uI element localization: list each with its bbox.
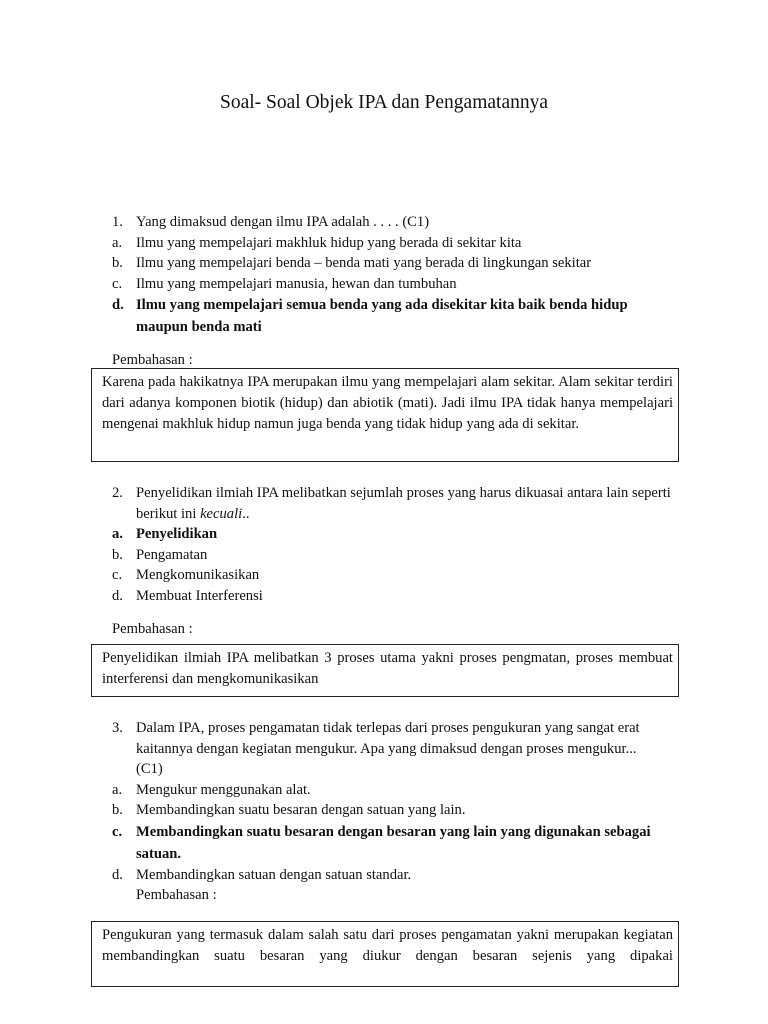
- option-d-correct: [112, 294, 672, 338]
- option-a: [112, 780, 672, 801]
- question-text-suffix: ..: [242, 505, 250, 522]
- option-text: Mengukur menggunakan alat.: [136, 781, 311, 798]
- question-stem: [112, 718, 672, 780]
- explanation-label-text: Pembahasan :: [136, 887, 217, 903]
- option-d: [112, 586, 672, 607]
- option-letter: d.: [112, 587, 123, 604]
- question-text: [136, 483, 672, 524]
- question-number: 3.: [112, 720, 123, 736]
- option-text: Membandingkan suatu besaran dengan satuan yang lain.: [136, 802, 466, 818]
- explanation-box: [91, 921, 679, 987]
- option-c-correct: [112, 821, 672, 865]
- option-letter: d.: [112, 866, 123, 883]
- page-title: Soal- Soal Objek IPA dan Pengamatannya: [219, 92, 549, 113]
- explanation-label: [112, 885, 672, 906]
- explanation-box: [91, 644, 679, 697]
- explanation-label: Pembahasan :: [112, 621, 193, 637]
- question-number: 2.: [112, 485, 123, 501]
- option-letter: c.: [112, 275, 123, 292]
- option-text: Ilmu yang mempelajari manusia, hewan dan tumbuhan: [136, 275, 457, 292]
- question-number: 1.: [112, 214, 123, 230]
- option-letter: a.: [112, 526, 123, 542]
- question-stem: [112, 483, 672, 524]
- option-text: Penyelidikan: [136, 526, 218, 542]
- option-b: [112, 800, 672, 821]
- option-letter: a.: [112, 781, 123, 798]
- explanation-box: [91, 368, 679, 462]
- question-text-main: Penyelidikan ilmiah IPA melibatkan sejumlah proses yang harus dikuasai antara lain seperti berikut ini: [136, 485, 671, 522]
- option-letter: a.: [112, 234, 123, 251]
- option-c: [112, 274, 672, 295]
- question-text: Dalam IPA, proses pengamatan tidak terlepas dari proses pengukuran yang sangat erat kaitannya dengan kegiatan mengukur. Apa yang dimaksud dengan proses mengukur... (C1): [136, 720, 640, 777]
- question-1: [112, 212, 672, 338]
- option-c: [112, 565, 672, 586]
- option-text: Membandingkan satuan dengan satuan standar.: [136, 866, 412, 883]
- option-text: Membuat Interferensi: [136, 587, 263, 604]
- option-letter: b.: [112, 546, 123, 563]
- option-a: [112, 233, 672, 254]
- question-2: [112, 483, 672, 606]
- question-text-emphasis: kecuali: [200, 505, 243, 522]
- option-text: Mengkomunikasikan: [136, 567, 260, 583]
- option-b: [112, 253, 672, 274]
- option-letter: d.: [112, 297, 124, 313]
- option-letter: b.: [112, 255, 123, 271]
- option-d: [112, 865, 672, 886]
- option-text: Membandingkan suatu besaran dengan besaran yang lain yang digunakan sebagai satuan.: [136, 823, 651, 862]
- option-text: Ilmu yang mempelajari makhluk hidup yang berada di sekitar kita: [136, 234, 522, 251]
- option-letter: c.: [112, 823, 123, 840]
- question-3: [112, 718, 672, 906]
- option-letter: c.: [112, 567, 123, 583]
- explanation-text: Karena pada hakikatnya IPA merupakan ilmu yang mempelajari alam sekitar. Alam sekitar terdiri dari adanya komponen biotik (hidup) dan abiotik (mati). Jadi ilmu IPA tidak hanya mempelajari mengenai makhluk hidup namun juga benda yang tidak hidup yang ada di sekitar.: [102, 374, 673, 432]
- option-text: Pengamatan: [136, 546, 208, 563]
- question-text: Yang dimaksud dengan ilmu IPA adalah . . . . (C1): [136, 214, 430, 230]
- option-text: Ilmu yang mempelajari semua benda yang ada disekitar kita baik benda hidup maupun benda mati: [136, 297, 628, 335]
- option-b: [112, 545, 672, 566]
- explanation-label: Pembahasan :: [112, 352, 193, 368]
- explanation-text: Penyelidikan ilmiah IPA melibatkan 3 proses utama yakni proses pengmatan, proses membuat interferensi dan mengkomunikasikan: [102, 650, 673, 687]
- explanation-text: Pengukuran yang termasuk dalam salah satu dari proses pengamatan yakni merupakan kegiatan membandingkan suatu besaran yang diukur dengan besaran sejenis yang dipakai: [102, 927, 673, 964]
- option-text: Ilmu yang mempelajari benda – benda mati yang berada di lingkungan sekitar: [136, 255, 592, 271]
- question-stem: [112, 212, 672, 233]
- option-letter: b.: [112, 802, 123, 818]
- option-a-correct: [112, 524, 672, 545]
